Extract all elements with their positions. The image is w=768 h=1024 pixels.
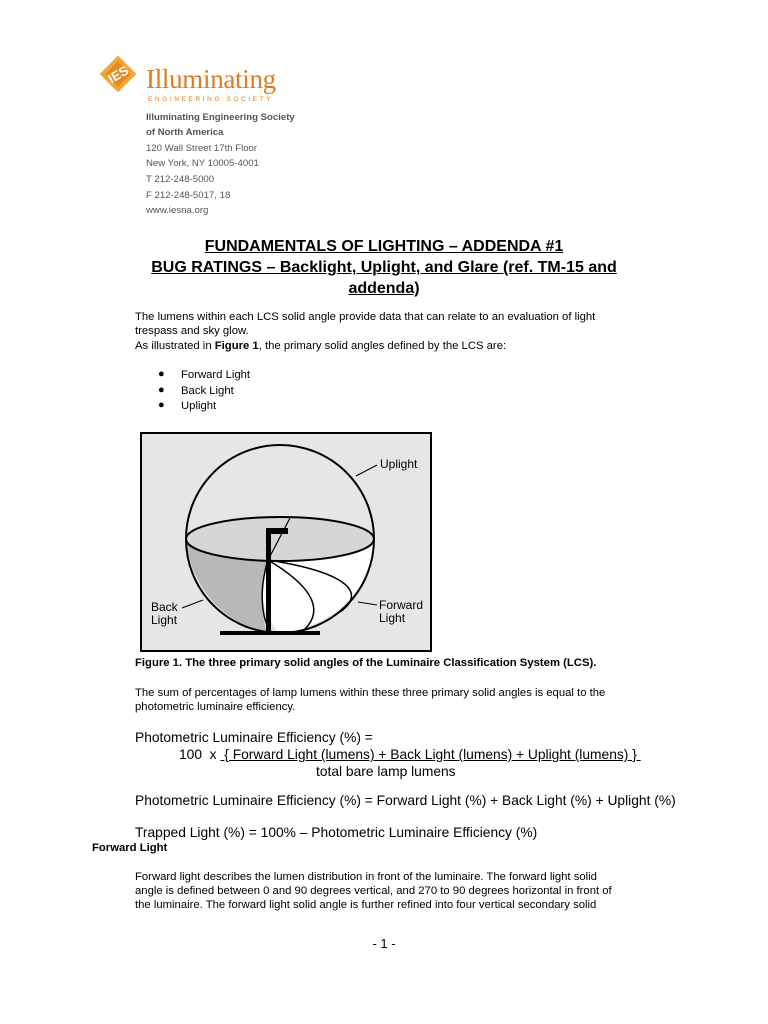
bullet-back-light: Back Light — [181, 385, 234, 397]
section-heading-forward-light: Forward Light — [92, 842, 168, 854]
page-number: - 1 - — [372, 936, 396, 951]
logo-wordmark: Illuminating — [146, 64, 276, 94]
forward-para-line1: Forward light describes the lumen distribution in front of the luminaire. The forward light solid — [135, 871, 597, 883]
address-city: New York, NY 10005-4001 — [146, 158, 259, 169]
bullet-forward-light: Forward Light — [181, 369, 251, 381]
logo-subtitle: ENGINEERING SOCIETY — [148, 96, 274, 103]
intro-para2: As illustrated in Figure 1, the primary solid angles defined by the LCS are: — [135, 340, 507, 352]
intro-line1: The lumens within each LCS solid angle provide data that can relate to an evaluation of light — [135, 311, 596, 323]
address-fax: F 212-248-5017, 18 — [146, 190, 231, 201]
bullet-dot: ● — [158, 384, 165, 396]
sum-para-line2: photometric luminaire efficiency. — [135, 701, 296, 713]
intro-line2: trespass and sky glow. — [135, 325, 249, 337]
doc-title-line1: FUNDAMENTALS OF LIGHTING – ADDENDA #1 — [204, 238, 564, 255]
figure-label-forward-light: Forward Light — [379, 598, 424, 625]
equation-1-lhs: Photometric Luminaire Efficiency (%) = — [135, 730, 373, 745]
bullet-dot: ● — [158, 368, 165, 380]
address-street: 120 Wall Street 17th Floor — [146, 143, 258, 154]
svg-text:IES: IES — [105, 62, 132, 87]
forward-para-line2: angle is defined between 0 and 90 degrees vertical, and 270 to 90 degrees horizontal in front of — [135, 885, 612, 897]
bullet-uplight: Uplight — [181, 400, 217, 412]
forward-para-line3: the luminaire. The forward light solid angle is further refined into four vertical secondary solid — [135, 899, 597, 911]
address-org-line2: of North America — [146, 127, 224, 138]
equation-1-denominator: total bare lamp lumens — [316, 764, 456, 779]
address-phone: T 212-248-5000 — [146, 174, 215, 185]
ies-logo-mark — [96, 52, 140, 96]
doc-title-line2: BUG RATINGS – Backlight, Uplight, and Glare (ref. TM-15 and — [151, 259, 617, 276]
equation-1-fraction: 100 x { Forward Light (lumens) + Back Light (lumens) + Uplight (lumens) } — [179, 747, 641, 762]
figure-1-caption: Figure 1. The three primary solid angles of the Luminaire Classification System (LCS). — [135, 657, 597, 669]
figure-label-uplight: Uplight — [380, 457, 418, 471]
doc-title-line3: addenda) — [348, 280, 420, 297]
figure-label-back-light: Back Light — [151, 600, 178, 627]
equation-3: Trapped Light (%) = 100% – Photometric Luminaire Efficiency (%) — [135, 825, 538, 840]
sum-para-line1: The sum of percentages of lamp lumens within these three primary solid angles is equal to the — [135, 687, 606, 699]
equation-2: Photometric Luminaire Efficiency (%) = Forward Light (%) + Back Light (%) + Uplight (%) — [135, 793, 676, 808]
address-website: www.iesna.org — [146, 205, 209, 216]
address-org-line1: Illuminating Engineering Society — [146, 112, 295, 123]
bullet-dot: ● — [158, 399, 165, 411]
